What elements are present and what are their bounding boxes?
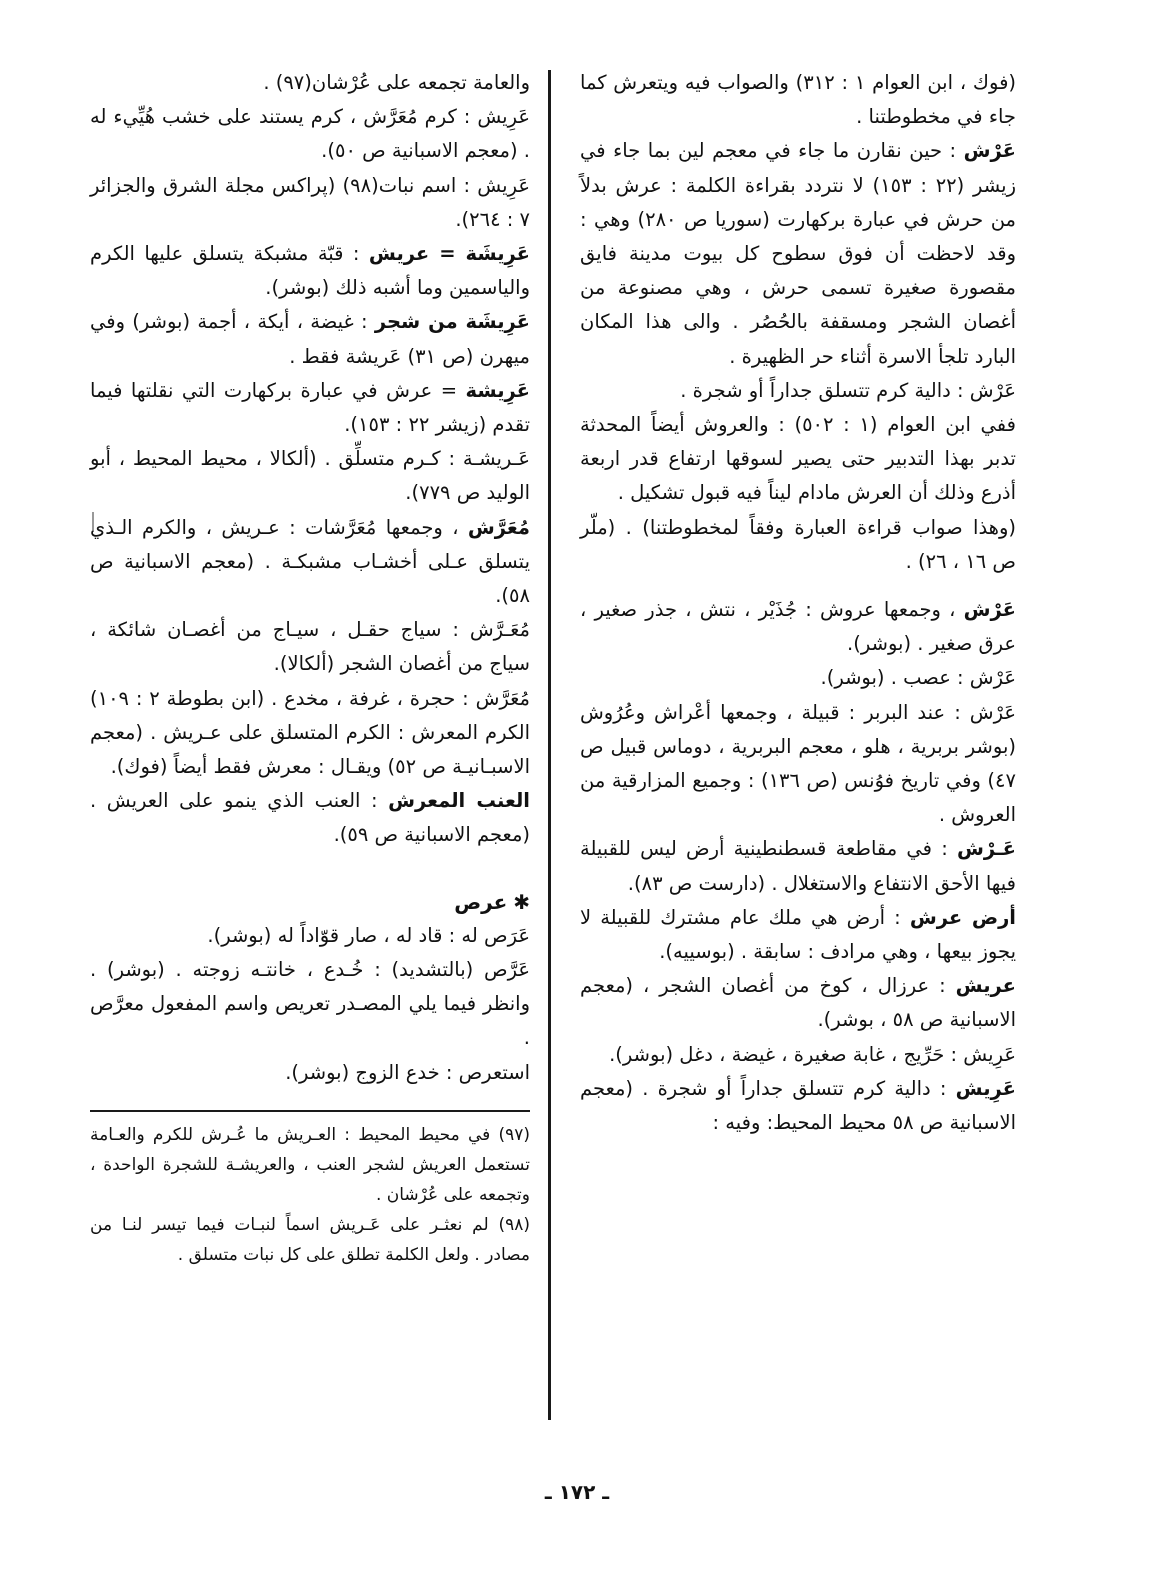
- right-entry-12: عَرِيش : حَرِّيج ، غابة صغيرة ، غيضة ، دغل (بوشر).: [609, 1042, 1016, 1066]
- right-entry-7: عَرْش : عصب . (بوشر).: [820, 666, 1016, 690]
- asterisk-icon: ✱: [513, 889, 530, 914]
- section-entry-3: استعرص : خدع الزوج (بوشر).: [285, 1060, 530, 1084]
- right-entry-3: عَرْش : دالية كرم تتسلق جداراً أو شجرة .: [680, 378, 1016, 402]
- left-entry-4: عَرِيشَة = عريش : قبّة مشبكة يتسلق عليها الكرم والياسمين وما أشبه ذلك (بوشر).: [90, 242, 530, 300]
- footnote-97: (٩٧) في محيط المحيط : العـريش ما عُـرش للكرم والعـامة تستعمل العريش لشجر العنب ، والعريشـة للشجرة الواحدة ، وتجمعه على عُرْشان .: [90, 1124, 530, 1205]
- right-entry-11: عريش : عرزال ، كوخ من أغصان الشجر ، (معجم الاسبانية ص ٥٨ ، بوشر).: [580, 974, 1016, 1032]
- left-entry-3: عَرِيش : اسم نبات(٩٨) (پراكس مجلة الشرق والجزائر ٧ : ٢٦٤).: [90, 173, 530, 231]
- right-entry-5: (وهذا صواب قراءة العبارة وفقاً لمخطوطتنا) . (ملّر ص ١٦ ، ٢٦) .: [580, 515, 1016, 573]
- right-entry-8: عَرْش : عند البربر : قبيلة ، وجمعها أعْراش وعُرُوش (بوشر بربرية ، هلو ، معجم البربرية ، دوماس قبيل ص ٤٧) وفي تاريخ فوُنس (ص ١٣٦) : وجميع المزارقية من العروش .: [580, 700, 1016, 827]
- right-entry-6: عَرْش ، وجمعها عروش : جُذَيْر ، نتش ، جذر صغير ، عرق صغير . (بوشر).: [580, 598, 1016, 656]
- section-heading-text: عرص: [454, 889, 508, 914]
- section-entry-1: عَرَص له : قاد له ، صار قوّاداً له (بوشر).: [207, 923, 530, 947]
- right-entry-10: أرض عرش : أرض هي ملك عام مشترك للقبيلة لا يجوز بيعها ، وهي مرادف : سابقة . (بوسييه).: [580, 905, 1016, 964]
- right-entry-9: عَـرْش : في مقاطعة قسطنطينية أرض ليس للقبيلة فيها الأحق الانتفاع والاستغلال . (دارست ص ٨٣).: [580, 837, 1016, 895]
- left-entry-8: مُعَرَّش ، وجمعها مُعَرَّشات : عـريش ، والكرم الـذي يتسلق عـلى أخشـاب مشبكـة . (معجم الاسبانية ص ٥٨).: [90, 515, 530, 608]
- right-entry-1: (فوك ، ابن العوام ١ : ٣١٢) والصواب فيه ويتعرش كما جاء في مخطوطتنا .: [580, 71, 1016, 129]
- column-divider: [548, 70, 551, 1420]
- left-column: [90, 66, 530, 1270]
- footnote-98: (٩٨) لم نعثـر على عَـريش اسماً لنبـات فيما تيسر لنـا من مصادر . ولعل الكلمة تطلق على كل نبات متسلق .: [90, 1214, 530, 1265]
- left-entry-5: عَرِيشَة من شجر : غيضة ، أيكة ، أجمة (بوشر) وفي ميهرن (ص ٣١) عَريشة فقط .: [90, 310, 530, 368]
- left-entry-1: والعامة تجمعه على عُرْشان(٩٧) .: [263, 71, 530, 94]
- right-entry-4: ففي ابن العوام (١ : ٥٠٢) : والعروش أيضاً المحدثة تدبر بهذا التدبير حتى يصير لسوقها ارتفاع قدر اربعة أذرع وذلك أن العرش مادام ليناً فيه قبول تشكيل .: [580, 413, 1016, 505]
- section-gap: [90, 853, 530, 867]
- right-entry-13: عَرِيش : دالية كرم تتسلق جداراً أو شجرة . (معجم الاسبانية ص ٥٨ محيط المحيط: وفيه :: [580, 1076, 1016, 1135]
- right-column: [580, 66, 1016, 1140]
- left-entry-9: مُعَـرَّش : سياج حقـل ، سيـاج من أغصـان شائكة ، سياج من أغصان الشجر (ألكالا).: [90, 618, 530, 676]
- section-heading: [90, 885, 530, 919]
- left-entry-6: عَرِيشة = عرش في عبارة بركهارت التي نقلتها فيما تقدم (زيشر ٢٢ : ١٥٣).: [90, 378, 530, 437]
- entry-gap: [580, 579, 1016, 593]
- footnote-rule: [90, 1110, 530, 1112]
- page-number: ـ ١٧٢ ـ: [544, 1480, 610, 1504]
- left-entry-7: عَـريشـة : كـرم متسلِّق . (ألكالا ، محيط المحيط ، أبو الوليد ص ٧٧٩).: [90, 447, 530, 505]
- section-entry-2: عَرَّص (بالتشديد) : خُـدع ، خانتـه زوجته . (بوشر) . وانظر فيما يلي المصـدر تعريص واسم المفعول معرَّص .: [90, 958, 530, 1050]
- right-entry-2: عَرْش : حين نقارن ما جاء في معجم لين بما جاء في زيشر (٢٢ : ١٥٣) لا نتردد بقراءة الكلمة : عرش بدلاً من حرش في عبارة بركهارت (سوريا ص ٢٨٠) وهي : وقد لاحظت أن فوق سطوح كل بيوت مدينة فايق مقصورة صغيرة تسمى حرش ، وهي مصنوعة من أغصان الشجر ومسقفة بالحُصُر . والى هذا المكان البارد تلجأ الاسرة أثناء حر الظهيرة .: [580, 139, 1017, 368]
- section-gap-2: [90, 867, 530, 881]
- left-entry-10: مُعَرَّش : حجرة ، غرفة ، مخدع . (ابن بطوطة ٢ : ١٠٩) الكرم المعرش : الكرم المتسلق على عـريش . (معجم الاسبـانيـة ص ٥٢) ويقـال : معرش فقط أيضاً (فوك).: [90, 686, 531, 779]
- left-entry-11: العنب المعرش : العنب الذي ينمو على العريش . (معجم الاسبانية ص ٥٩).: [90, 789, 530, 847]
- left-entry-2: عَرِيش : كرم مُعَرَّش ، كرم يستند على خشب هُيِّيء له . (معجم الاسبانية ص ٥٠).: [90, 105, 530, 163]
